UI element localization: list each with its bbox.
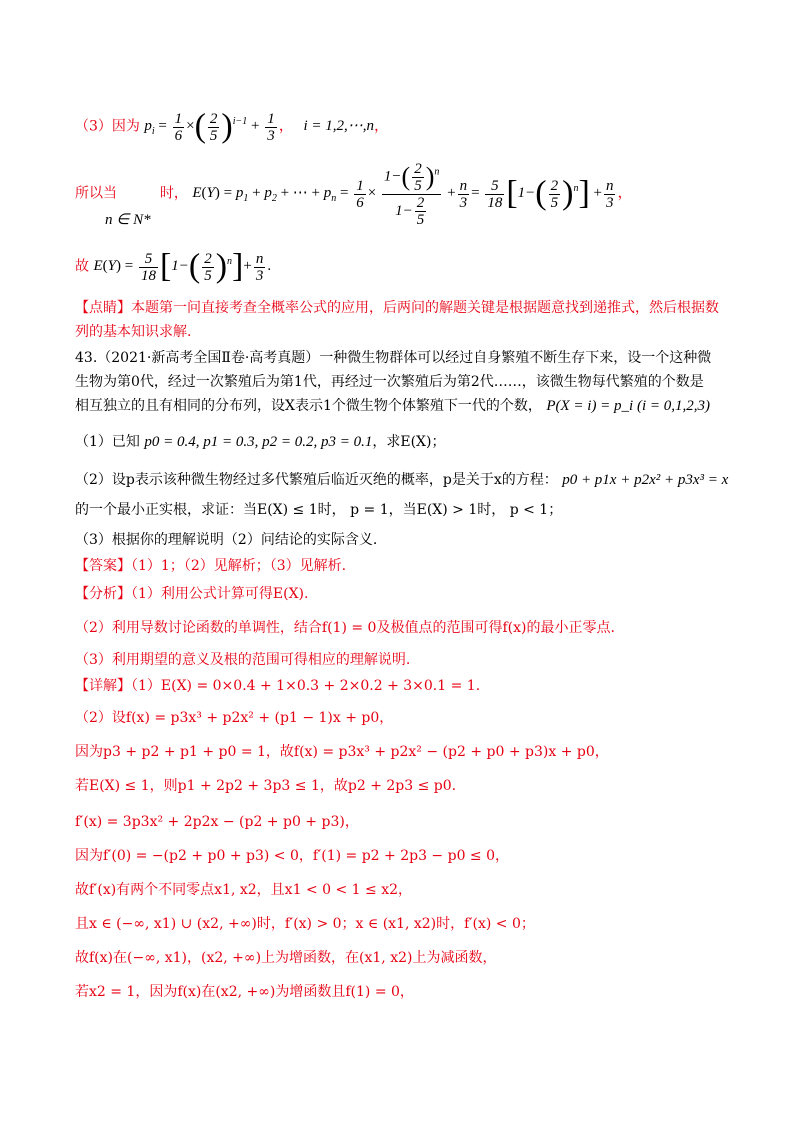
analysis-line1 [75,584,308,604]
time-text: 时， [159,185,188,202]
n-condition: n ∈ N* [105,212,151,228]
sub3: （3）根据你的理解说明（2）问结论的实际含义. [75,532,378,548]
part3-line1: （3）因为 $p_i$ = $\frac{1}{6}$ ×( $\frac{2}{5}$ )$^{i-1}$ + $\frac{1}{3}$ ， i = 1,2,⋯,n， [75,108,389,145]
question-source: （2021·新高考全国Ⅱ卷·高考真题） [97,350,320,366]
part3-formula: $p_i$ = $\frac{1}{6}$ ×( $\frac{2}{5}$ )$^{i-1}$ + $\frac{1}{3}$ ， [144,108,294,145]
detail-line8: 且x ∈ (−∞, x1) ∪ (x2, +∞)时，f′(x) > 0；x ∈ (x1, x2)时，f′(x) < 0； [75,916,535,932]
part3-line3 [75,250,271,284]
analysis-tag: 【分析】 [75,586,131,602]
answer-text: （1）1；（2）见解析；（3）见解析. [131,558,347,574]
detail-line4: 若E(X) ≤ 1，则p1 + 2p2 + 3p3 ≤ 1，故p2 + 2p3 ≤ p0. [75,778,457,794]
detail-line2: （2）设f(x) = p3x³ + p2x² + (p1 − 1)x + p0， [75,710,394,726]
distribution-formula: P(X = i) = p_i (i = 0,1,2,3) [546,398,711,414]
detail-line7: 故f′(x)有两个不同零点x1, x2，且x1 < 0 < 1 ≤ x2， [75,882,412,898]
comment-tag: 【点睛】 [75,300,131,316]
therefore-text: 故 [75,258,89,275]
comment-block [75,296,725,344]
sub2-line1 [75,470,728,490]
sub1-ask: ，求E(X)； [372,434,446,450]
detail-line3: 因为p3 + p2 + p1 + p0 = 1，故f(x) = p3x³ + p2x² − (p2 + p0 + p3)x + p0， [75,744,609,760]
detail-line10: 若x2 = 1，因为f(x)在(x2, +∞)为增函数且f(1) = 0， [75,984,414,1000]
part3-line2 [75,160,633,228]
sub2-text: （2）设p表示该种微生物经过多代繁殖后临近灭绝的概率，p是关于x的方程： [75,472,558,488]
detail-line5: f′(x) = 3p3x² + 2p2x − (p2 + p0 + p3)， [75,814,359,830]
detail-line6: 因为f′(0) = −(p2 + p0 + p3) < 0，f′(1) = p2 + 2p3 − p0 ≤ 0， [75,848,510,864]
part3-label: （3）因为 [75,118,140,135]
sub2-equation: p0 + p1x + p2x² + p3x³ = x [562,472,729,488]
detail-text1: （1）E(X) = 0×0.4 + 1×0.3 + 2×0.2 + 3×0.1 = 1. [131,678,481,694]
stem-line3: 相互独立的且有相同的分布列，设X表示1个微生物个体繁殖下一代的个数， [75,398,542,414]
stem-line1: 一种微生物群体可以经过自身繁殖不断生存下来，设一个这种微 [319,350,712,366]
detail-line1 [75,676,480,696]
comment-text: 本题第一问直接考查全概率公式的应用，后两问的解题关键是根据题意找到递推式，然后根据数列的基本知识求解. [75,300,719,340]
answer-tag: 【答案】 [75,558,131,574]
detail-line9: 故f(x)在(−∞, x1)，(x2, +∞)上为增函数，在(x1, x2)上为减函数， [75,950,497,966]
stem-line2: 生物为第0代，经过一次繁殖后为第1代，再经过一次繁殖后为第2代……，该微生物每代繁殖的个数是 [75,374,704,390]
analysis-line2: （2）利用导数讨论函数的单调性，结合f(1) = 0及极值点的范围可得f(x)的最小正零点. [75,620,615,636]
detail-tag: 【详解】 [75,678,131,694]
analysis-line3: （3）利用期望的意义及根的范围可得相应的理解说明. [75,652,411,668]
index-range: i = 1,2,⋯,n [303,118,375,135]
ey-final-formula: E(Y) = $\frac{5}{18}$ [1−( $\frac{2}{5}$ )$^n$]+ $\frac{n}{3}$ . [93,248,272,285]
analysis-text1: （1）利用公式计算可得E(X). [131,586,309,602]
sub1-label: （1）已知 [75,434,140,450]
so-when-text: 所以当 [75,185,117,202]
question-number: 43. [75,350,98,366]
sub1 [75,432,446,452]
sub1-values: p0 = 0.4, p1 = 0.3, p2 = 0.2, p3 = 0.1 [144,434,373,450]
answer-line [75,556,346,576]
sub2-line2: 的一个最小正实根，求证：当E(X) ≤ 1时， p = 1，当E(X) > 1时， p < 1； [75,502,563,518]
question-43-stem [75,346,725,418]
ey-sum-formula: $E(Y) = p_1 + p_2$ + ⋯ + $p_n$ = $\frac{1}{6}$ × 1−( $\frac{2}{5}$ )$^n$ 1− $\frac{2}{5}$ + $\frac{n}{3}$ = $\frac{5}{18}$ [1−( $\frac{2}{5}$ )$^n$] + $\frac{n}{3}$ ， [192,160,633,228]
